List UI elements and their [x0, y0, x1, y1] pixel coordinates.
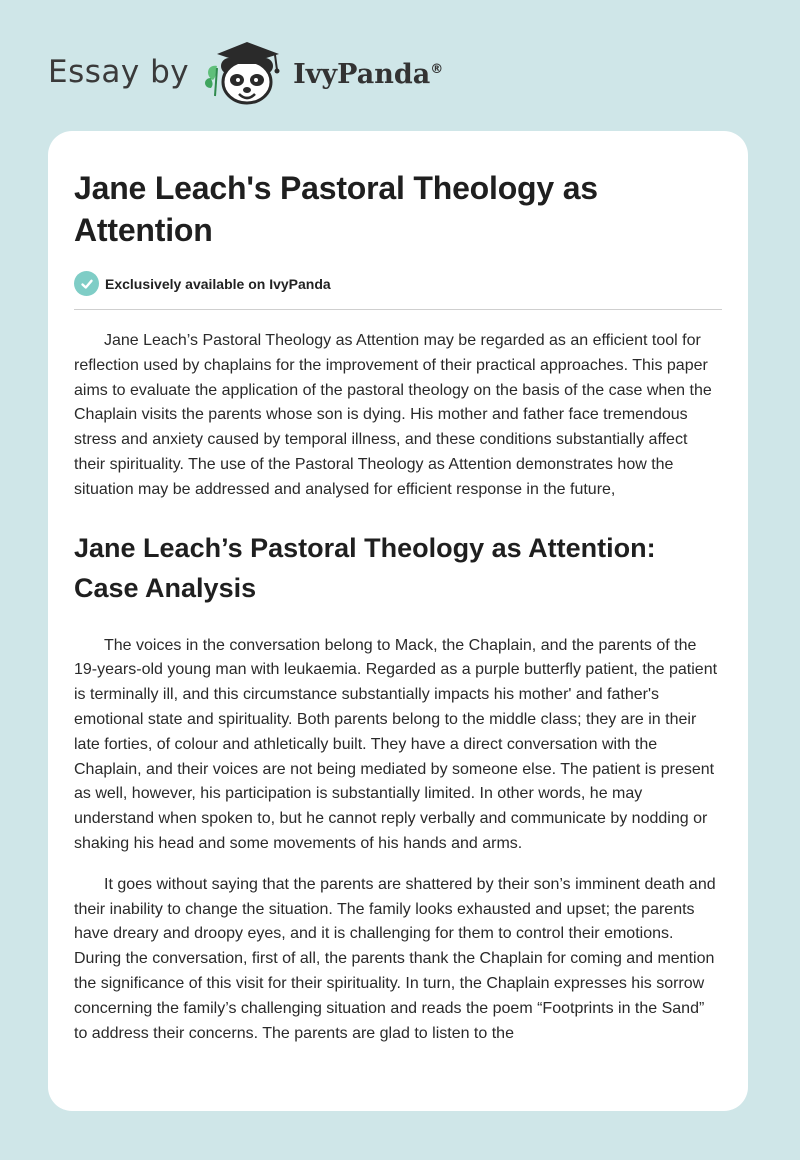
- page-title: Jane Leach's Pastoral Theology as Attention: [74, 170, 598, 248]
- essay-card: [48, 131, 748, 1111]
- intro-paragraph: Jane Leach’s Pastoral Theology as Attention may be regarded as an efficient tool for reflection used by chaplains for the improvement of their practical approaches. This paper aims to evaluate the application of the pastoral theology on the basis of the case when the Chaplain visits the parents whose son is dying. His mother and father face tremendous stress and anxiety caused by temporal illness, and these conditions substantially affect their spirituality. The use of the Pastoral Theology as Attention demonstrates how the situation may be addressed and analysed for efficient response in the future,: [74, 332, 712, 498]
- registered-mark: ®: [430, 61, 444, 77]
- panda-logo-icon[interactable]: [203, 36, 289, 108]
- body-paragraph: It goes without saying that the parents are shattered by their son’s imminent death and their inability to change the situation. The family looks exhausted and upset; the parents have dreary and droopy eyes, and it is challenging for them to control their emotions. During the conversation, first of all, the parents thank the Chaplain for coming and mention the significance of this visit for their spirituality. In turn, the Chaplain expresses his sorrow concerning the family’s challenging situation and reads the poem “Footprints in the Sand” to address their concerns. The parents are glad to listen to the: [74, 875, 716, 1042]
- essay-by-label: Essay by: [48, 54, 190, 90]
- body-paragraph: The voices in the conversation belong to Mack, the Chaplain, and the parents of the 19-years-old young man with leukaemia. Regarded as a purple butterfly patient, the patient is terminally ill, and this circumstance substantially impacts his mother' and father's emotional state and spirituality. Both parents belong to the middle class; they are in their late forties, of colour and athletically built. They have a direct conversation with the Chaplain, and their voices are not being mediated by someone else. The patient is present as well, however, his participation is substantially limited. In other words, he may understand when spoken to, but he cannot reply verbally and communicate by nodding or shaking his head and some movements of his hands and arms.: [74, 636, 718, 852]
- exclusive-badge: [74, 271, 722, 310]
- brand-name[interactable]: IvyPanda®: [293, 58, 444, 90]
- site-header: [48, 36, 443, 108]
- exclusive-badge-text: Exclusively available on IvyPanda: [105, 275, 331, 292]
- check-circle-icon: [74, 271, 99, 296]
- section-heading: Jane Leach’s Pastoral Theology as Attention: Case Analysis: [74, 532, 656, 603]
